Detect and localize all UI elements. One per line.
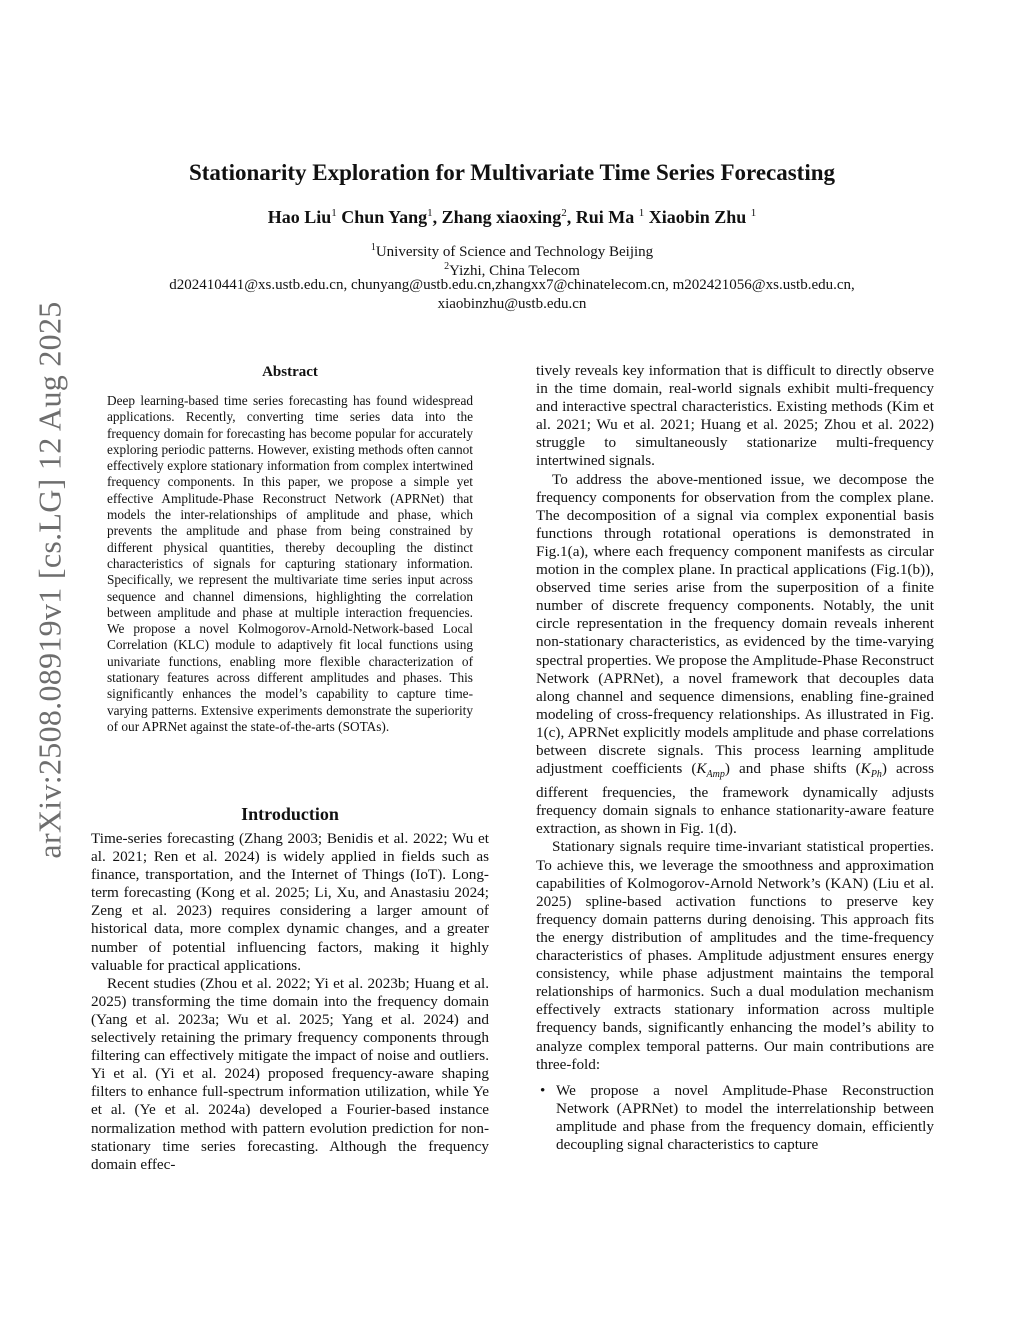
symbol-subscript: Ph (870, 769, 882, 781)
symbol-letter: K (860, 760, 871, 778)
paragraph-text: ) and phase shifts ( (724, 760, 861, 778)
abstract-heading: Abstract (262, 364, 318, 380)
author-affiliation-mark: 2 (561, 207, 567, 219)
right-column (536, 362, 934, 1154)
author-affiliation-mark: 1 (331, 207, 337, 219)
right-paragraph-3: Stationary signals require time-invariant statistical properties. To achieve this, we leverage the smoothness and approximation capabilities of Kolmogorov-Arnold Network’s (KAN) (Liu et al. 2025) spline-based activation functions to preserve key frequency domain patterns during denoising. This approach fits the energy distribution of amplitudes and the time-frequency characteristics of phases. Amplitude adjustment ensures energy consistency, while phase adjustment maintains the temporal relationships of harmonics. Such a dual modulation mechanism effectively extracts stationary information across multiple frequency bands, significantly enhancing the model’s ability to analyze complex temporal patterns. Our main contributions are three-fold: (536, 838, 934, 1073)
author-name: Xiaobin Zhu (648, 207, 747, 227)
author-name: Chun Yang (341, 207, 428, 227)
abstract-body: Deep learning-based time series forecasting has found widespread applications. Recently, converting time series data into the frequency domain for forecasting has become popular for accurately exploring periodic patterns. However, existing methods often cannot effectively explore stationary information from complex intertwined frequency components. In this paper, we propose a simple yet effective Amplitude-Phase Reconstruct Network (APRNet) that models the inter-relationships of amplitude and phase, which prevents the amplitude and phase from being constrained by different physical quantities, thereby decoupling the distinct characteristics of signals for capturing stationary information. Specifically, we represent the multivariate time series input across sequence and channel dimensions, highlighting the correlation between amplitude and phase at multiple interaction frequencies. We propose a novel Kolmogorov-Arnold-Network-based Local Correlation (KLC) module to adaptively fit local functions using univariate functions, enabling more flexible characterization of stationary features across different amplitudes and phases. This significantly enhances the model’s capability to capture time-varying patterns. Extensive experiments demonstrate the superiority of our APRNet against the state-of-the-arts (SOTAs). (107, 393, 473, 734)
email-line-2: xiaobinzhu@ustb.edu.cn (437, 296, 587, 312)
introduction-heading: Introduction (241, 804, 339, 824)
contribution-item: • We propose a novel Amplitude-Phase Reconstruction Network (APRNet) to model the interrelationship between amplitude and phase from the frequency domain, efficiently decoupling signal characteristics to capture (536, 1082, 934, 1154)
intro-paragraph-1: Time-series forecasting (Zhang 2003; Benidis et al. 2022; Wu et al. 2021; Ren et al. 2024) is widely applied in fields such as finance, transportation, and the Internet of Things (IoT). Long-term forecasting (Kong et al. 2025; Li, Xu, and Anastasiu 2024; Zeng et al. 2023) requires considering a larger amount of historical data, more complex dynamic changes, and a greater number of potential influencing factors, making it highly valuable for practical applications. (91, 830, 489, 974)
affiliation-mark: 2 (444, 261, 450, 272)
affiliation-text: University of Science and Technology Beijing (375, 244, 654, 260)
author-list: Hao Liu$^1$ Chun Yang$^1$, Zhang xiaoxing$^2$, Rui Ma $^1$ Xiaobin Zhu $^1$ (267, 207, 757, 227)
paragraph-text: ) across different frequencies, the framework dynamically adjusts frequency domain signals to enhance stationarity-aware feature extraction, as shown in Fig. 1(d). (536, 760, 934, 838)
k-amp-symbol (696, 760, 725, 781)
symbol-letter: K (696, 760, 707, 778)
k-ph-symbol (860, 760, 882, 781)
paper-title: Stationarity Exploration for Multivariate Time Series Forecasting (188, 160, 836, 185)
right-paragraph-1: tively reveals key information that is difficult to directly observe in the time domain, real-world signals exhibit multi-frequency and interactive spectral characteristics. Existing methods (Kim et al. 2021; Wu et al. 2021; Huang et al. 2025; Zhou et al. 2022) struggle to simultaneously stationarize multi-frequency intertwined signals. (536, 362, 934, 470)
right-paragraph-2 (536, 471, 934, 839)
author-affiliation-mark: 1 (427, 207, 433, 219)
author-name: Hao Liu (267, 207, 332, 227)
author-name: Zhang xiaoxing (441, 207, 562, 227)
contribution-list (536, 1082, 934, 1154)
email-line-1: d202410441@xs.ustb.edu.cn, chunyang@ustb.edu.cn,zhangxx7@chinatelecom.cn, m202421056@xs.ustb.edu.cn, (169, 277, 855, 293)
author-affiliation-mark: 1 (638, 207, 645, 219)
symbol-subscript: Amp (706, 769, 725, 781)
affiliation-text: Yizhi, China Telecom (449, 263, 580, 279)
author-name: Rui Ma (575, 207, 635, 227)
paragraph-text: To address the above-mentioned issue, we decompose the frequency components for observation from the complex plane. The decomposition of a signal via complex exponential basis functions through rotational operations is demonstrated in Fig.1(a), where each frequency component manifests as circular motion in the complex plane. In practical applications (Fig.1(b)), observed time series arise from the superposition of a finite number of discrete frequency components. Notably, the unit circle representation in the frequency domain reveals inherent non-stationary characteristics, as evidenced by the time-varying spectral properties. We propose the Amplitude-Phase Reconstruct Network (APRNet), a novel framework that decouples data along channel and sequence dimensions, enabling fine-grained modeling of cross-frequency relationships. As illustrated in Fig. 1(c), APRNet explicitly models amplitude and phase correlations between discrete signals. This process learning amplitude adjustment coefficients ( (536, 470, 934, 778)
affiliation-mark: 1 (370, 242, 376, 253)
arxiv-identifier: arXiv:2508.08919v1 [cs.LG] 12 Aug 2025 (31, 301, 68, 859)
author-affiliation-mark: 1 (750, 207, 757, 219)
intro-paragraph-2: Recent studies (Zhou et al. 2022; Yi et al. 2023b; Huang et al. 2025) transforming the time domain into the frequency domain (Yang et al. 2023a; Wu et al. 2025; Yang et al. 2024) and selectively retaining the primary frequency components through filtering can effectively mitigate the impact of noise and outliers. Yi et al. (Yi et al. 2024) proposed frequency-aware shaping filters to enhance full-spectrum information utilization, while Ye et al. (Ye et al. 2024a) developed a Fourier-based instance normalization method with pattern evolution prediction for non-stationary time series forecasting. Although the frequency domain effec- (91, 974, 489, 1173)
introduction-column (91, 830, 489, 1174)
